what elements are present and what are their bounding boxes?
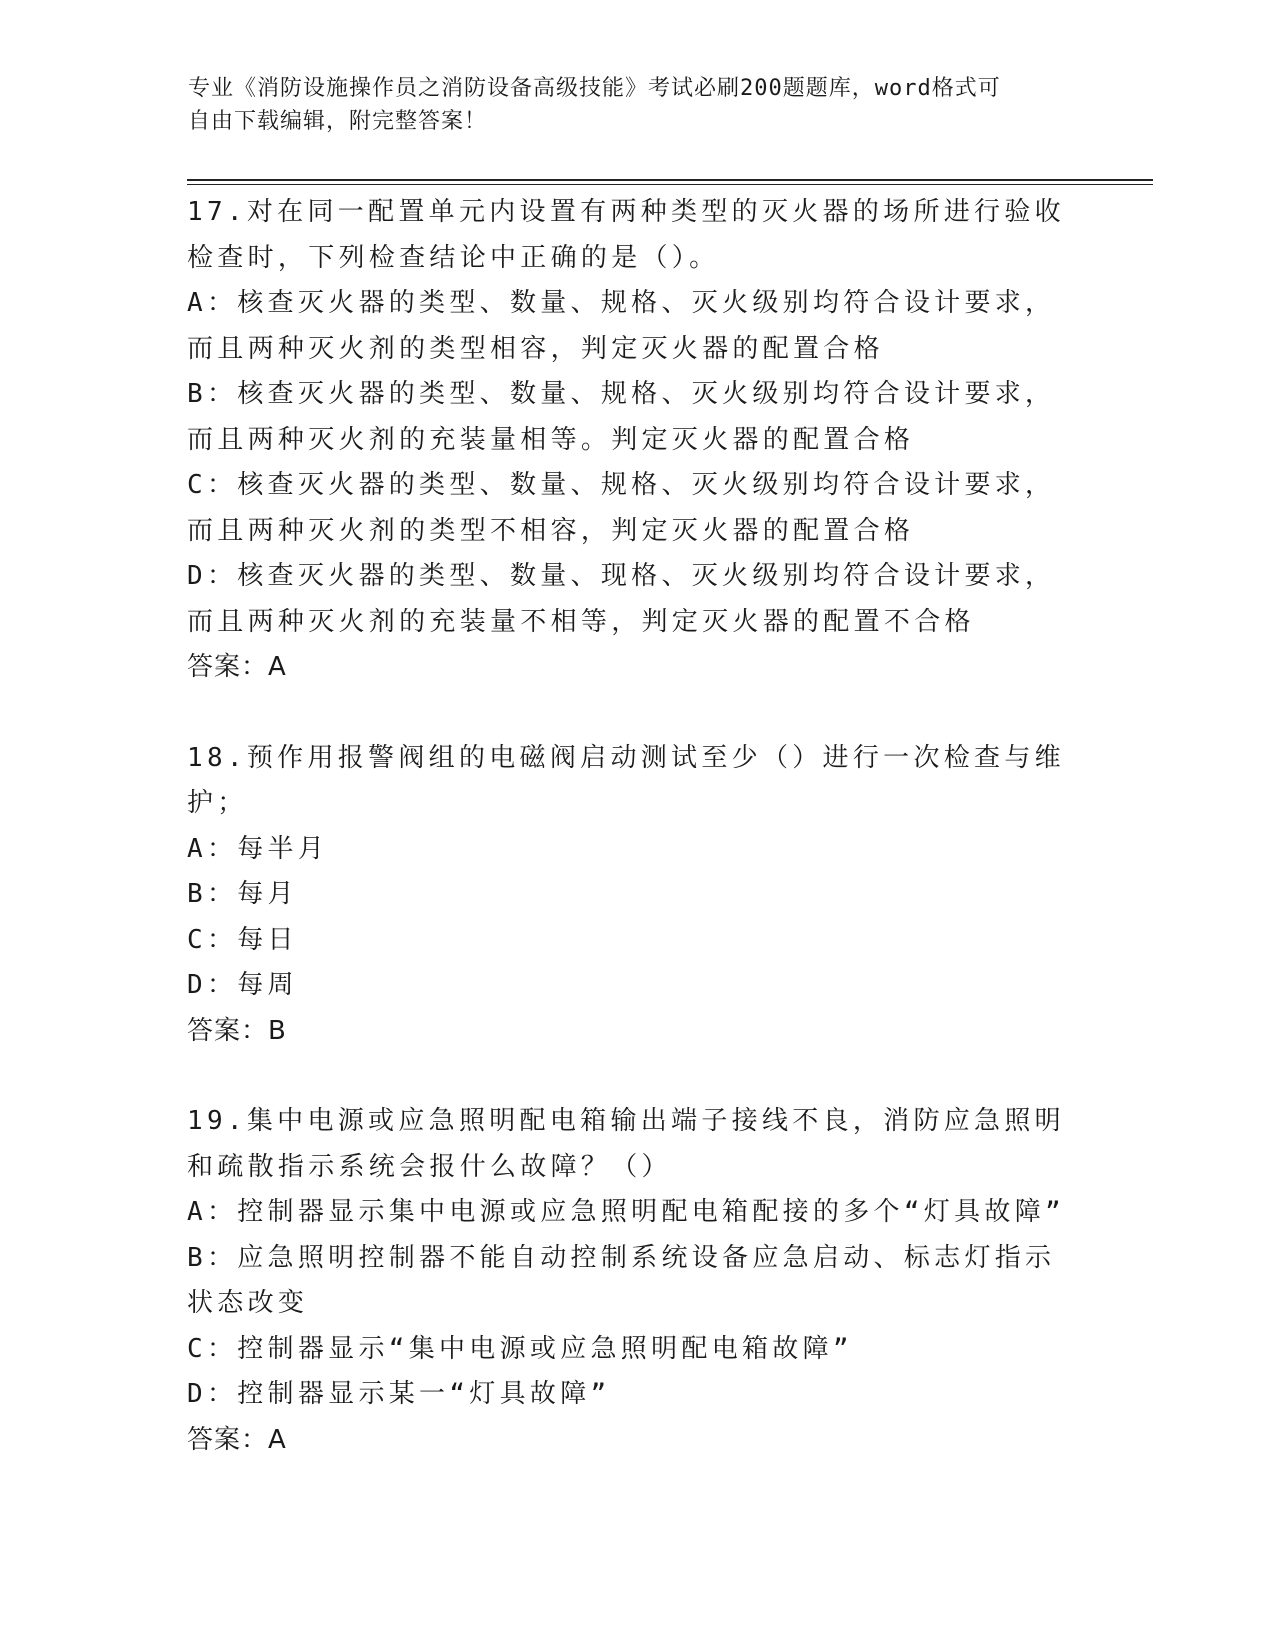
question-18	[187, 736, 1077, 1055]
option-c: C：控制器显示“集中电源或应急照明配电箱故障”	[187, 1333, 853, 1364]
option-a: A：每半月	[187, 833, 329, 864]
document-header	[188, 72, 1068, 138]
option-c: C：每日	[187, 924, 298, 955]
option-d: D：核查灭火器的类型、数量、现格、灭火级别均符合设计要求，而且两种灭火剂的充装量不相等，判定灭火器的配置不合格	[187, 561, 1056, 637]
header-line-2: 自由下载编辑，附完整答案！	[188, 109, 488, 134]
option-a: A：核查灭火器的类型、数量、规格、灭火级别均符合设计要求，而且两种灭火剂的类型相容，判定灭火器的配置合格	[187, 288, 1056, 364]
option-b: B：每月	[187, 879, 298, 909]
answer-line: 答案：A	[187, 652, 287, 682]
question-list	[187, 190, 1077, 1463]
option-c: C：核查灭火器的类型、数量、规格、灭火级别均符合设计要求，而且两种灭火剂的类型不相容，判定灭火器的配置合格	[187, 470, 1056, 546]
header-line-1: 专业《消防设施操作员之消防设备高级技能》考试必刷200题题库，word格式可	[188, 76, 1001, 101]
option-a: A：控制器显示集中电源或应急照明配电箱配接的多个“灯具故障”	[187, 1197, 1065, 1227]
option-d: D：控制器显示某一“灯具故障”	[187, 1379, 611, 1409]
option-d: D：每周	[187, 970, 298, 1000]
option-b: B：应急照明控制器不能自动控制系统设备应急启动、标志灯指示状态改变	[187, 1242, 1056, 1318]
header-divider-thick	[187, 179, 1153, 181]
question-17	[187, 190, 1077, 691]
header-divider-thin	[187, 184, 1153, 185]
question-stem: 17.对在同一配置单元内设置有两种类型的灭火器的场所进行验收检查时，下列检查结论中正确的是（）。	[187, 197, 1065, 273]
answer-line: 答案：A	[187, 1424, 287, 1455]
answer-line: 答案：B	[187, 1015, 287, 1046]
question-stem: 18.预作用报警阀组的电磁阀启动测试至少（）进行一次检查与维护；	[187, 742, 1065, 818]
question-stem: 19.集中电源或应急照明配电箱输出端子接线不良，消防应急照明和疏散指示系统会报什么故障？（）	[187, 1106, 1065, 1182]
question-19	[187, 1099, 1077, 1463]
option-b: B：核查灭火器的类型、数量、规格、灭火级别均符合设计要求，而且两种灭火剂的充装量相等。判定灭火器的配置合格	[187, 379, 1056, 455]
